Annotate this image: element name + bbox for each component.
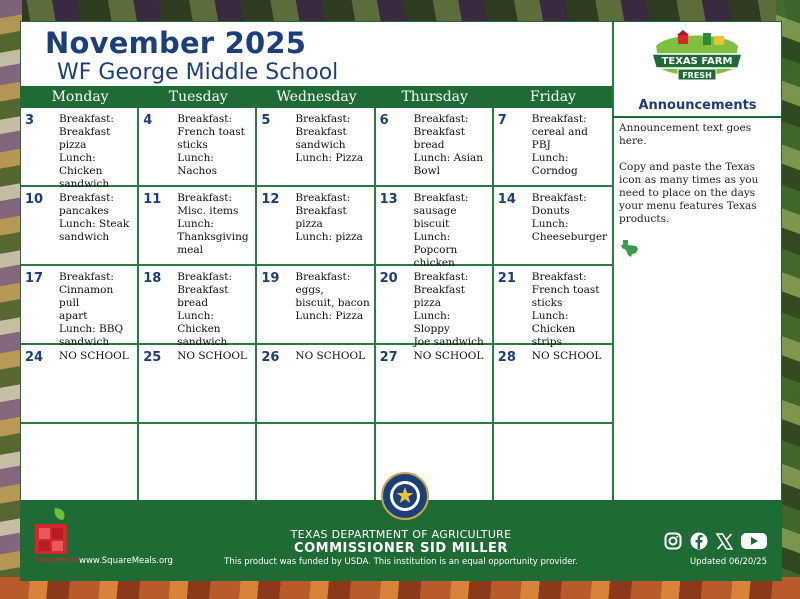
day-number: 12 — [261, 192, 280, 207]
day-menu-text: Breakfast: sausage biscuit Lunch: Popcorn chicken — [413, 192, 469, 269]
announcements-divider — [614, 116, 781, 118]
day-number: 26 — [261, 350, 280, 365]
texas-icon[interactable] — [620, 238, 640, 258]
day-number: 20 — [379, 271, 398, 286]
day-menu-text: Breakfast: cereal and PBJ Lunch: Corndog — [531, 113, 588, 177]
calendar-day-cell — [21, 266, 139, 348]
day-menu-text: Breakfast: eggs, biscuit, bacon Lunch: Pizza — [295, 271, 370, 322]
day-number: 4 — [143, 113, 153, 128]
commissioner-name: COMMISSIONER SID MILLER — [294, 541, 508, 556]
calendar-day-cell — [139, 108, 257, 187]
weekday-friday: Friday — [529, 89, 576, 105]
day-number: 27 — [379, 350, 398, 365]
day-number: 6 — [379, 113, 389, 128]
updated-date: Updated 06/20/25 — [689, 557, 767, 567]
calendar — [21, 86, 612, 503]
school-name: WF George Middle School — [57, 60, 339, 85]
announcements-title: Announcements — [638, 98, 757, 113]
day-number: 18 — [143, 271, 162, 286]
day-menu-text: Breakfast: Breakfast bread Lunch: Chicken sandwich — [177, 271, 233, 348]
calendar-day-cell — [494, 345, 612, 424]
calendar-day-cell — [21, 345, 139, 424]
calendar-day-cell — [21, 424, 139, 503]
svg-text:FRESH: FRESH — [682, 71, 712, 80]
day-menu-text: Breakfast: Donuts Lunch: Cheeseburger — [531, 192, 608, 243]
day-number: 10 — [25, 192, 44, 207]
weekday-wednesday: Wednesday — [276, 89, 357, 105]
calendar-day-cell — [494, 187, 612, 266]
day-menu-text: Breakfast: French toast sticks Lunch: Nachos — [177, 113, 245, 177]
weekday-tuesday: Tuesday — [168, 89, 228, 105]
day-number: 5 — [261, 113, 271, 128]
calendar-day-cell — [257, 424, 375, 503]
background-vegetables-left — [0, 0, 22, 599]
calendar-day-cell — [139, 424, 257, 503]
background-vegetables-top — [0, 0, 800, 22]
day-menu-text: NO SCHOOL — [295, 350, 366, 362]
youtube-icon[interactable] — [741, 532, 767, 550]
calendar-day-cell — [376, 108, 494, 187]
svg-text:SquareMeals: SquareMeals — [35, 556, 80, 564]
page-title: November 2025 — [45, 26, 307, 60]
day-menu-text: NO SCHOOL — [531, 350, 602, 362]
calendar-day-cell — [376, 187, 494, 269]
day-number: 14 — [497, 192, 516, 207]
department-name: TEXAS DEPARTMENT OF AGRICULTURE — [290, 528, 512, 541]
calendar-day-cell — [257, 345, 375, 424]
day-number: 11 — [143, 192, 162, 207]
day-menu-text: Breakfast: Misc. items Lunch: Thanksgiving meal — [177, 192, 249, 256]
weekday-header — [21, 86, 612, 108]
day-number: 3 — [25, 113, 35, 128]
calendar-day-cell — [139, 345, 257, 424]
calendar-day-cell — [376, 266, 494, 348]
calendar-day-cell — [139, 266, 257, 348]
day-menu-text: NO SCHOOL — [177, 350, 247, 362]
day-menu-text: NO SCHOOL — [413, 350, 484, 362]
day-menu-text: Breakfast: Breakfast pizza Lunch: pizza — [295, 192, 363, 243]
menu-calendar-card — [20, 21, 782, 581]
calendar-grid — [21, 108, 612, 503]
calendar-day-cell — [21, 187, 139, 266]
weekday-monday: Monday — [51, 89, 109, 105]
day-number: 25 — [143, 350, 162, 365]
social-links — [664, 532, 767, 550]
calendar-day-cell — [257, 266, 375, 345]
calendar-day-cell — [257, 187, 375, 266]
day-menu-text: Breakfast: pancakes Lunch: Steak sandwich — [59, 192, 130, 243]
facebook-icon[interactable] — [690, 532, 708, 550]
weekday-thursday: Thursday — [401, 89, 468, 105]
day-menu-text: Breakfast: Cinnamon pull apart Lunch: BBQ sandwich — [59, 271, 124, 348]
usda-disclaimer: This product was funded by USDA. This institution is an equal opportunity provider. — [224, 557, 578, 567]
announcement-text: Announcement text goes here. Copy and paste the Texas icon as many times as you need to place on the days your menu features Texas products. — [619, 122, 759, 225]
calendar-day-cell — [494, 108, 612, 187]
calendar-day-cell — [494, 266, 612, 348]
day-menu-text: Breakfast: Breakfast pizza Lunch: Chicken sandwich — [59, 113, 114, 190]
footer — [21, 500, 781, 580]
calendar-day-cell — [257, 108, 375, 187]
texas-farm-fresh-logo — [648, 28, 746, 90]
day-number: 21 — [497, 271, 516, 286]
day-number: 17 — [25, 271, 44, 286]
day-menu-text: Breakfast: Breakfast bread Lunch: Asian Bowl — [413, 113, 483, 177]
day-menu-text: NO SCHOOL — [59, 350, 129, 362]
day-number: 7 — [497, 113, 507, 128]
calendar-day-cell — [376, 345, 494, 424]
day-number: 28 — [497, 350, 516, 365]
calendar-day-cell — [21, 108, 139, 190]
announcements-sidebar — [612, 22, 781, 500]
x-icon[interactable] — [716, 533, 733, 550]
svg-text:TEXAS FARM: TEXAS FARM — [661, 56, 733, 67]
instagram-icon[interactable] — [664, 532, 682, 550]
day-menu-text: Breakfast: French toast sticks Lunch: Chicken strips — [531, 271, 600, 348]
squaremeals-url[interactable]: www.SquareMeals.org — [79, 556, 173, 566]
day-number: 19 — [261, 271, 280, 286]
day-menu-text: Breakfast: Breakfast pizza Lunch: Sloppy Joe sandwich — [413, 271, 484, 348]
day-menu-text: Breakfast: Breakfast sandwich Lunch: Pizza — [295, 113, 364, 164]
day-number: 24 — [25, 350, 44, 365]
seal-icon — [381, 472, 429, 520]
calendar-day-cell — [139, 187, 257, 266]
day-number: 13 — [379, 192, 398, 207]
calendar-day-cell — [494, 424, 612, 503]
